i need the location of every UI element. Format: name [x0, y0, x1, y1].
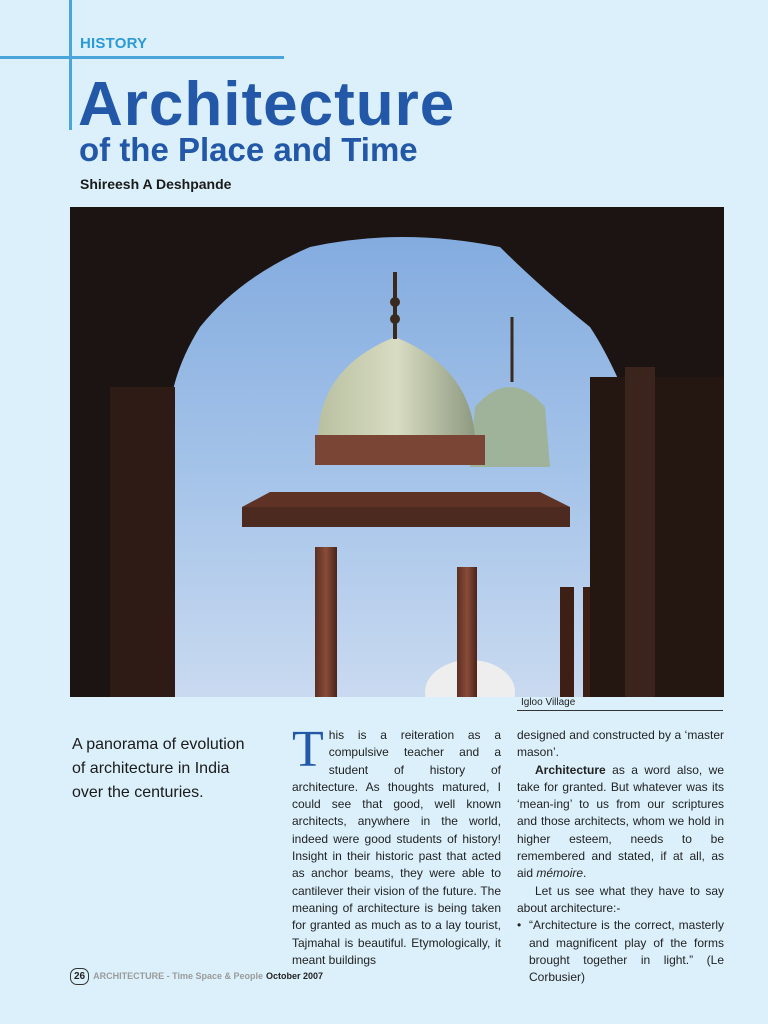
bullet-mark: • [517, 918, 522, 933]
caption-rule [517, 710, 723, 711]
page-footer [70, 965, 323, 987]
bullet-text: “Architecture is the correct, masterly and magnificent play of the forms brought together in light.” (Le Corbusier) [529, 918, 724, 985]
body-column-1 [292, 721, 501, 969]
body-column-2 [517, 727, 724, 986]
vertical-accent-rule [69, 0, 72, 130]
body-text-col1: his is a reiteration as a compulsive teacher and a student of history of architecture. As thoughts matured, I could see that good, well known architects, anywhere in the world, indeed were good students of history! Insight in their historic past that acted as anchor beams, they were able to cantilever their vision of the future. The meaning of architecture is being taken for granted as much as to a lay tourist, Tajmahal is beautiful. Etymologically, it meant buildings [292, 728, 501, 967]
page-number: 26 [70, 968, 89, 985]
body-paragraph-3: Let us see what they have to say about architecture:- [517, 883, 724, 915]
pull-quote: A panorama of evolution of architecture in India over the centuries. [72, 736, 245, 801]
body-paragraph-1: designed and constructed by a ‘master mason’. [517, 728, 724, 760]
drop-cap: T [292, 721, 324, 778]
italic-term: mémoire [536, 866, 584, 881]
section-label: HISTORY [80, 35, 148, 52]
photo-caption: Igloo Village [521, 697, 576, 708]
photo-illustration [70, 207, 724, 697]
author-byline: Shireesh A Deshpande [80, 176, 232, 192]
magazine-name: ARCHITECTURE - Time Space & People [93, 971, 263, 981]
horizontal-accent-rule [0, 56, 284, 59]
article-photo [70, 207, 724, 697]
issue-date: October 2007 [266, 971, 324, 981]
quote-bullet [517, 917, 724, 986]
body-paragraph-2 [517, 762, 724, 883]
bold-term: Architecture [535, 762, 606, 777]
article-title: Architecture [78, 70, 456, 139]
paragraph-text: as a word also, we take for granted. But whatever was its ‘mean-ing’ to us from our scriptures and those architects, whom we hold in higher esteem, needs to be remembered and stated, if at all, as aid [517, 762, 724, 881]
article-subtitle: of the Place and Time [79, 131, 418, 168]
paragraph-end: . [583, 866, 587, 881]
